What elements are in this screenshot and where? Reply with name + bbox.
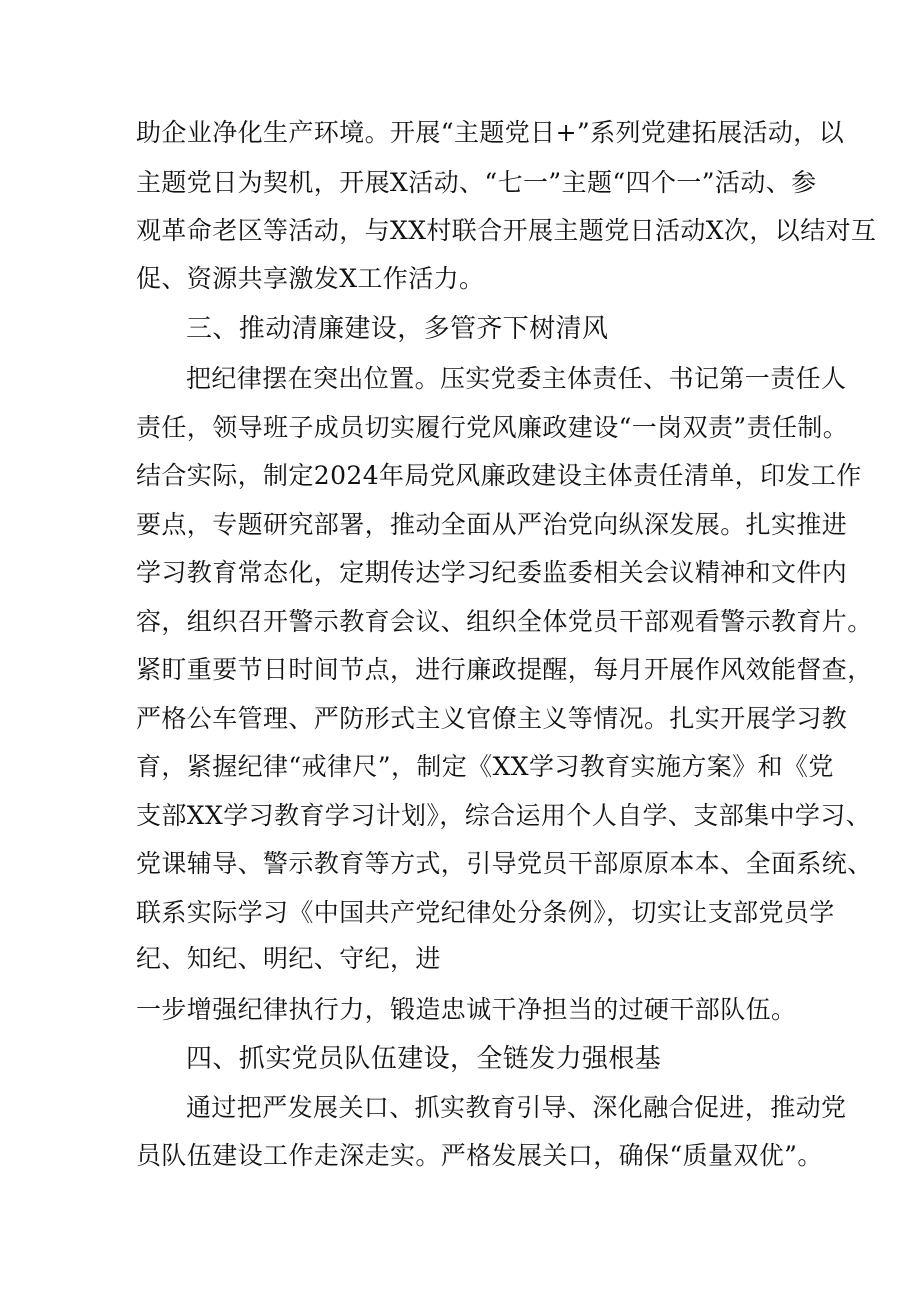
paragraph-line: 员队伍建设工作走深走实。严格发展关口，确保“质量双优”。: [136, 1141, 823, 1170]
paragraph-line: 结合实际，制定2024年局党风廉政建设主体责任清单，印发工作: [136, 461, 862, 490]
paragraph-line: 通过把严发展关口、抓实教育引导、深化融合促进，推动党: [186, 1093, 847, 1122]
paragraph-line: 观革命老区等活动，与XX村联合开展主题党日活动X次，以结对互: [136, 216, 877, 245]
paragraph-line: 育，紧握纪律“戒律尺”，制定《XX学习教育实施方案》和《党: [136, 752, 834, 781]
paragraph-line: 责任，领导班子成员切实履行党风廉政建设“一岗双责”责任制。: [136, 413, 849, 442]
paragraph-line: 联系实际学习《中国共产党纪律处分条例》，切实让支部党员学: [136, 898, 835, 927]
paragraph-line: 一步增强纪律执行力，锻造忠诚干净担当的过硬干部队伍。: [136, 995, 797, 1024]
section-heading-three: 三、推动清廉建设，多管齐下树清风: [186, 314, 609, 344]
paragraph-line: 党课辅导、警示教育等方式，引导党员干部原原本本、全面系统、: [136, 849, 873, 878]
paragraph-line: 助企业净化生产环境。开展“主题党日+”系列党建拓展活动，以: [136, 118, 845, 147]
paragraph-line: 支部XX学习教育学习计划》，综合运用个人自学、支部集中学习、: [136, 801, 872, 830]
paragraph-line: 严格公车管理、严防形式主义官僚主义等情况。扎实开展学习教: [136, 704, 848, 733]
paragraph-line: 主题党日为契机，开展X活动、“七一”主题“四个一”活动、参: [136, 168, 817, 197]
paragraph-line: 容，组织召开警示教育会议、组织全体党员干部观看警示教育片。: [136, 607, 873, 636]
paragraph-line: 促、资源共享激发X工作活力。: [136, 264, 485, 293]
paragraph-line: 紧盯重要节日时间节点，进行廉政提醒，每月开展作风效能督查，: [136, 655, 873, 684]
section-heading-four: 四、抓实党员队伍建设，全链发力强根基: [186, 1044, 662, 1074]
paragraph-line: 要点，专题研究部署，推动全面从严治党向纵深发展。扎实推进: [136, 510, 848, 539]
paragraph-line: 把纪律摆在突出位置。压实党委主体责任、书记第一责任人: [186, 364, 847, 393]
paragraph-line: 纪、知纪、明纪、守纪，进: [136, 944, 441, 973]
paragraph-line: 学习教育常态化，定期传达学习纪委监委相关会议精神和文件内: [136, 558, 848, 587]
